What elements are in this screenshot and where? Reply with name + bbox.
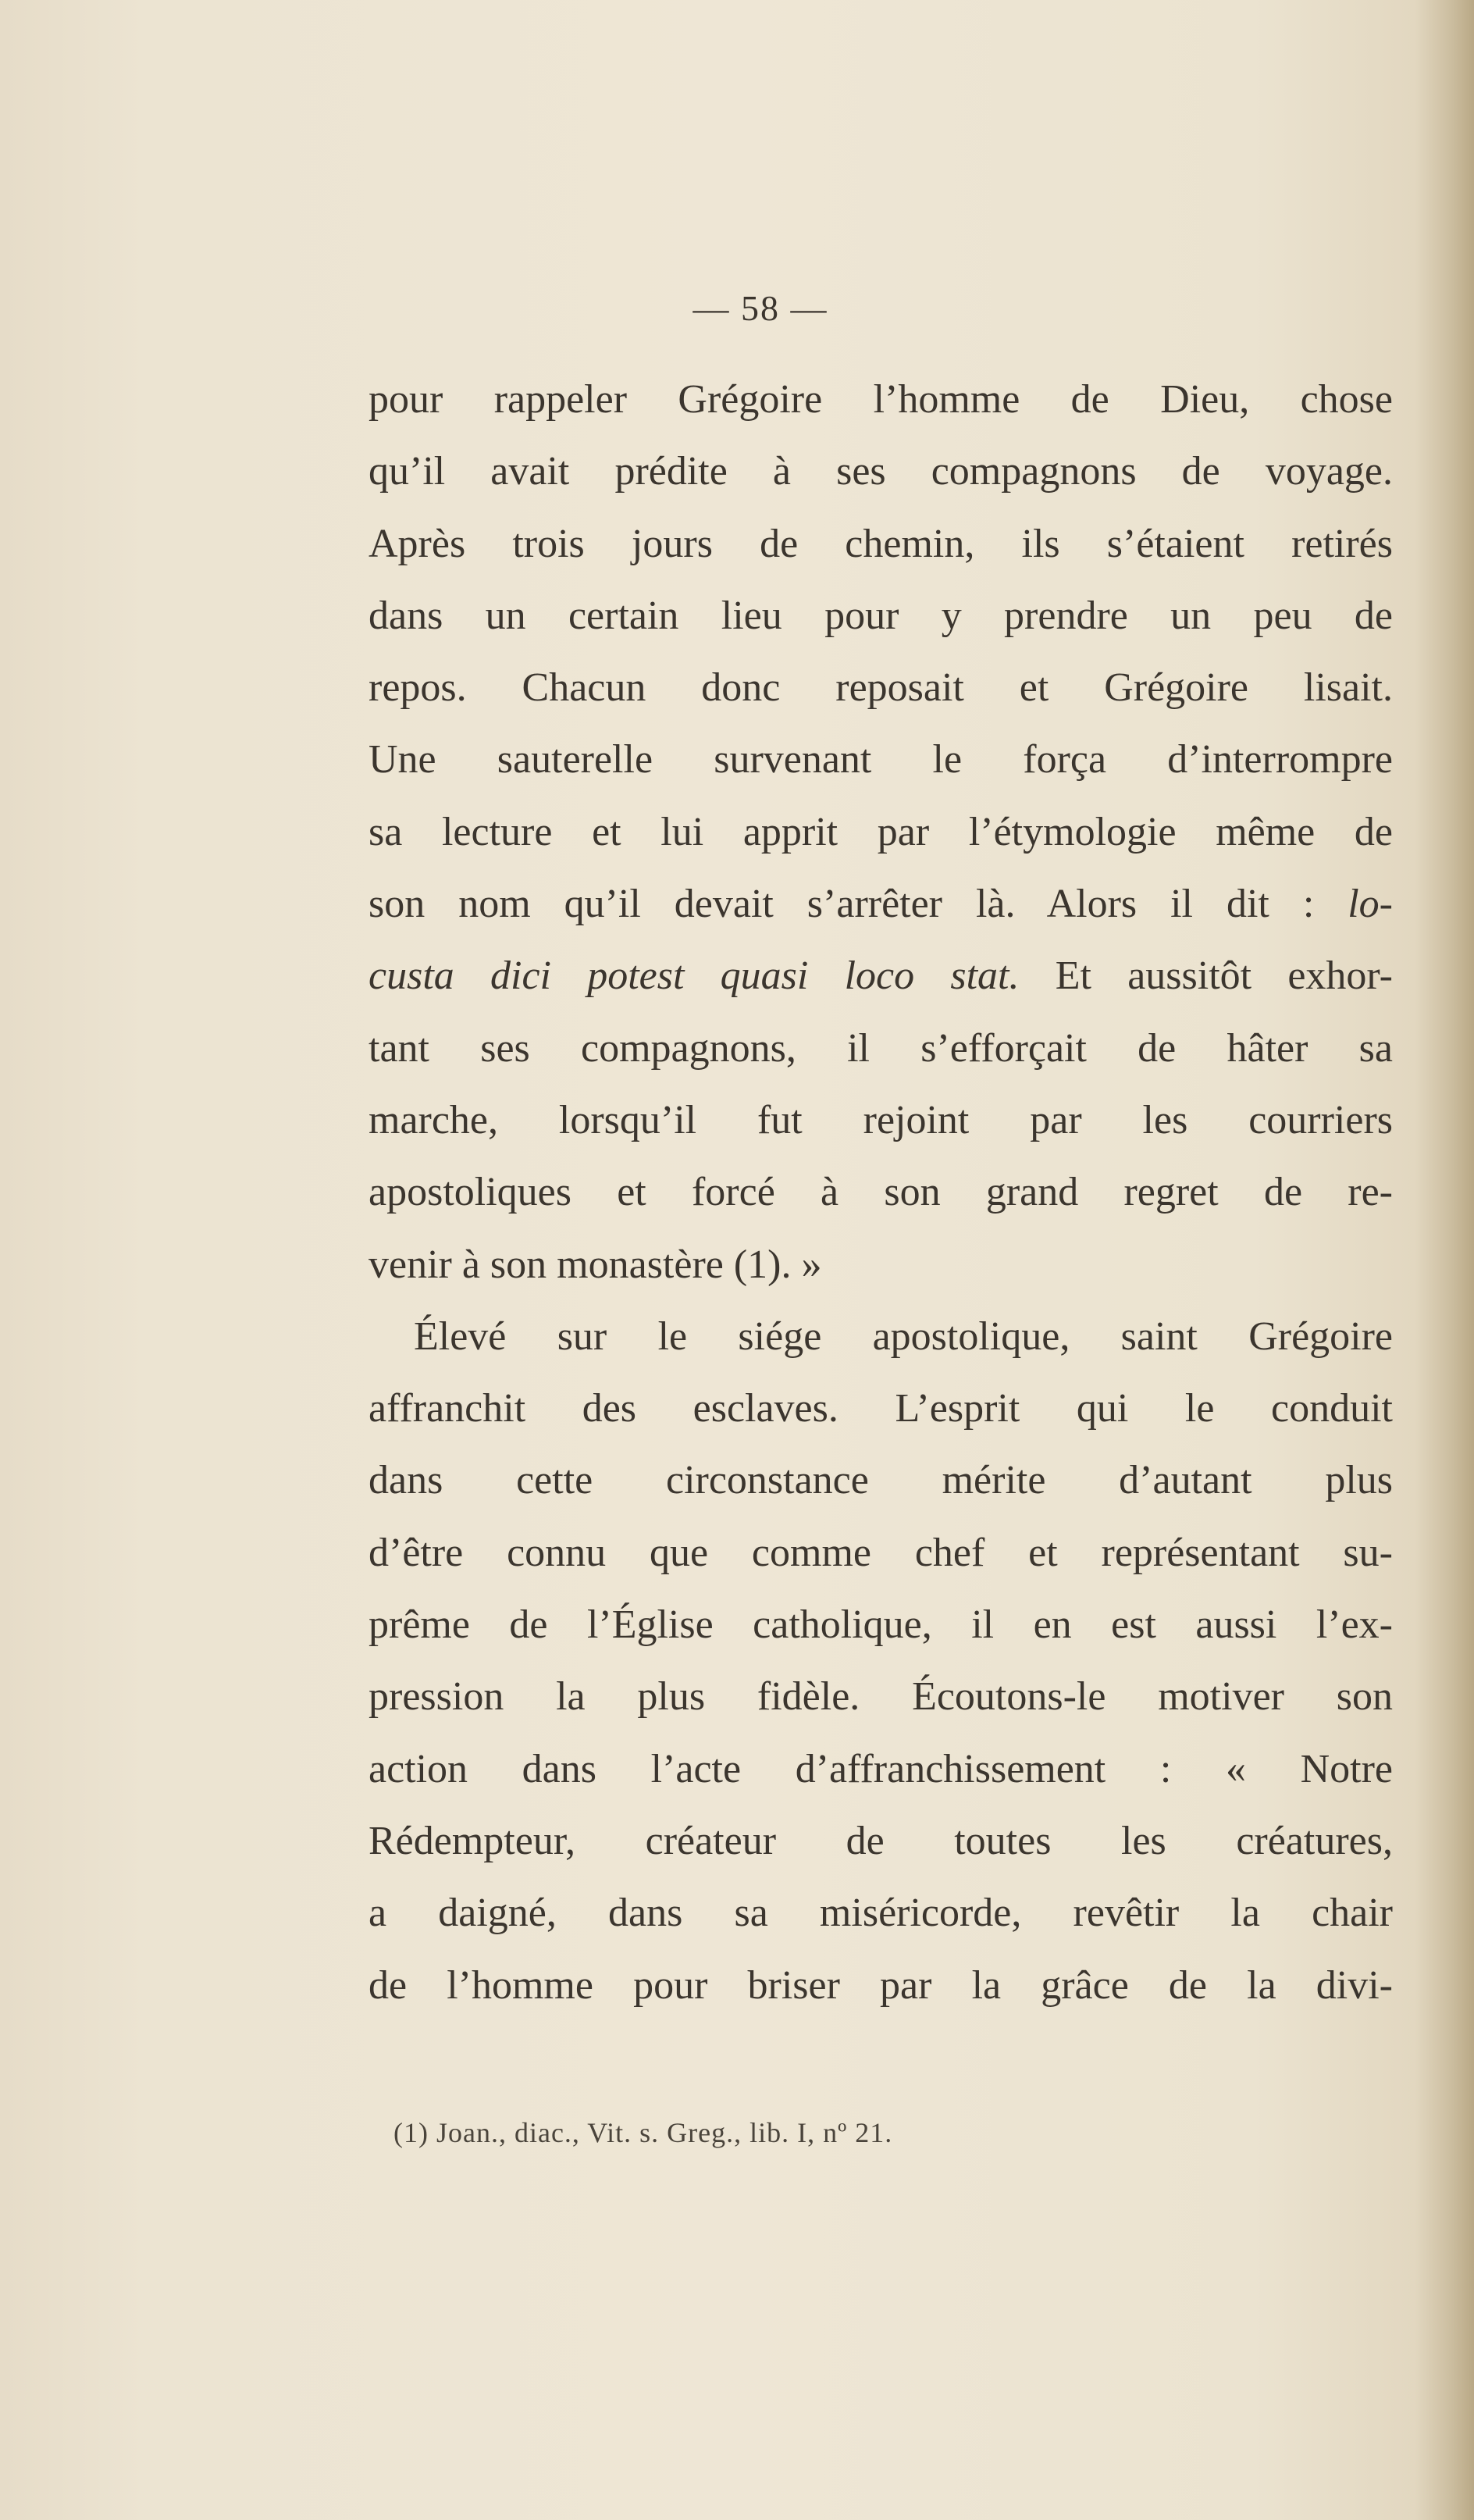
line-text: pour rappeler Grégoire l’homme de Dieu, chose xyxy=(368,377,1393,422)
line-text: sa lecture et lui apprit par l’étymologie même de xyxy=(368,809,1393,854)
text-line xyxy=(368,1229,1393,1301)
text-line xyxy=(368,1373,1393,1445)
text-line xyxy=(368,1445,1393,1517)
page-number: — 58 — xyxy=(692,288,828,328)
text-line xyxy=(368,797,1393,868)
line-text: a daigné, dans sa miséricorde, revêtir la chair xyxy=(368,1891,1393,1936)
text-line xyxy=(368,1877,1393,1949)
text-line xyxy=(368,508,1393,580)
text-line xyxy=(368,1661,1393,1733)
text-line xyxy=(368,1950,1393,2022)
line-text: Après trois jours de chemin, ils s’étaient retirés xyxy=(368,521,1393,566)
line-text: dans cette circonstance mérite d’autant plus xyxy=(368,1458,1393,1503)
line-text: pression la plus fidèle. Écoutons-le motiver son xyxy=(368,1674,1393,1720)
italic-text: custa dici potest quasi loco stat. xyxy=(368,953,1020,999)
line-text: qu’il avait prédite à ses compagnons de voyage. xyxy=(368,449,1393,494)
text-line xyxy=(368,1301,1393,1373)
line-text: Rédempteur, créateur de toutes les créatures, xyxy=(368,1818,1393,1863)
line-text: son nom qu’il devait s’arrêter là. Alors il dit : xyxy=(368,882,1348,927)
italic-text: lo- xyxy=(1348,882,1393,927)
body-text xyxy=(368,364,1393,2022)
line-text: affranchit des esclaves. L’esprit qui le conduit xyxy=(368,1386,1393,1431)
text-line xyxy=(368,436,1393,508)
line-text: tant ses compagnons, il s’efforçait de hâter sa xyxy=(368,1025,1393,1071)
text-line xyxy=(368,580,1393,652)
footnote: (1) Joan., diac., Vit. s. Greg., lib. I, nº 21. xyxy=(393,2117,893,2148)
text-line xyxy=(368,940,1393,1012)
text-line xyxy=(368,364,1393,436)
line-text: apostoliques et forcé à son grand regret de re- xyxy=(368,1170,1393,1215)
text-line xyxy=(368,1589,1393,1661)
line-text: d’être connu que comme chef et représentant su- xyxy=(368,1530,1393,1575)
line-text: dans un certain lieu pour y prendre un peu de xyxy=(368,593,1393,638)
text-line xyxy=(368,1734,1393,1805)
line-text: de l’homme pour briser par la grâce de la divi- xyxy=(368,1962,1393,2008)
text-line xyxy=(368,1157,1393,1228)
line-text: Élevé sur le siége apostolique, saint Grégoire xyxy=(414,1313,1393,1359)
text-line xyxy=(368,868,1393,940)
text-line xyxy=(368,1085,1393,1157)
line-text: action dans l’acte d’affranchissement : « Notre xyxy=(368,1746,1393,1791)
line-text: prême de l’Église catholique, il en est aussi l’ex- xyxy=(368,1602,1393,1648)
line-text: Et aussitôt exhor- xyxy=(1019,953,1393,999)
text-line xyxy=(368,652,1393,724)
text-line xyxy=(368,724,1393,796)
line-text: repos. Chacun donc reposait et Grégoire lisait. xyxy=(368,665,1393,711)
text-line xyxy=(368,1517,1393,1589)
line-text: marche, lorsqu’il fut rejoint par les courriers xyxy=(368,1097,1393,1142)
text-line xyxy=(368,1013,1393,1085)
text-line xyxy=(368,1805,1393,1877)
line-text: venir à son monastère (1). » xyxy=(368,1242,822,1287)
line-text: Une sauterelle survenant le força d’interrompre xyxy=(368,737,1393,782)
